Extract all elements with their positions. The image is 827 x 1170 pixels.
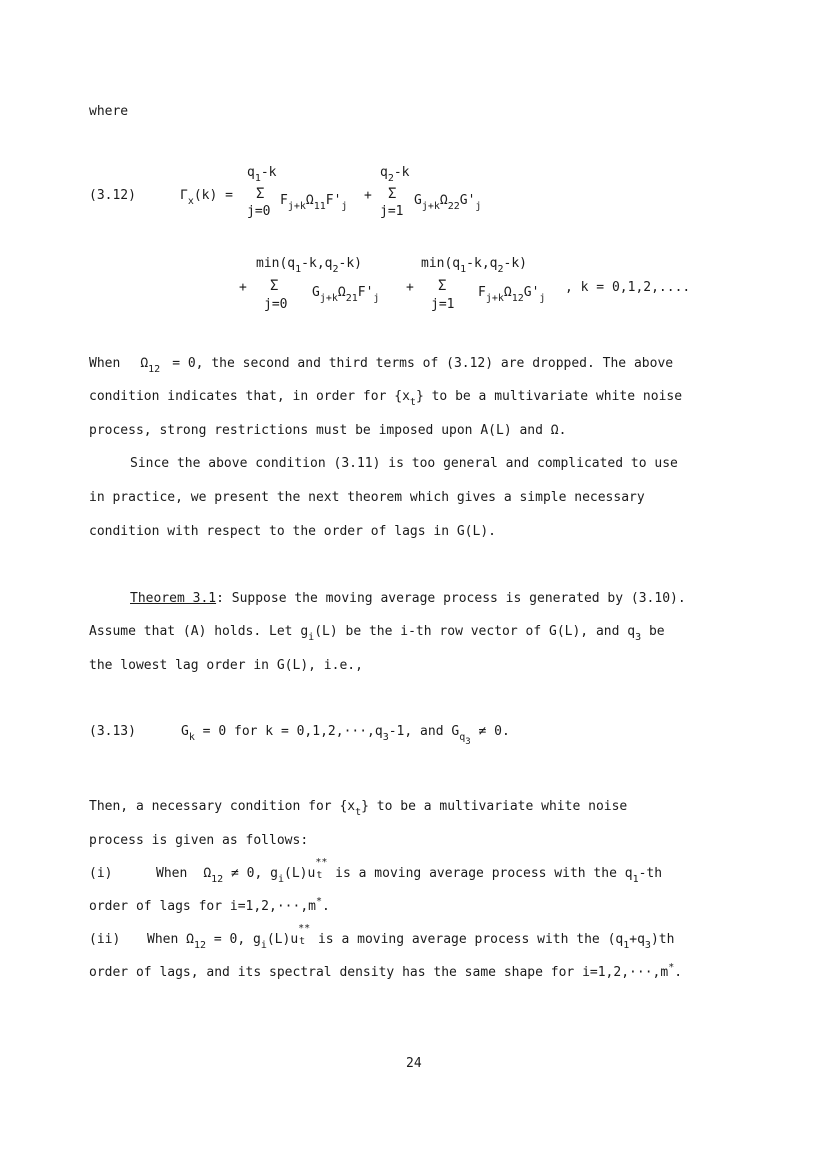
theorem-line1: Theorem 3.1: Suppose the moving average process is generated by (3.10). [130,591,686,606]
plus-2: + [239,280,247,295]
eq-label-3-12: (3.12) [89,188,136,203]
item-i-line2: order of lags for i=1,2,···,m*. [89,896,330,914]
para2-line3: condition with respect to the order of lags in G(L). [89,524,496,539]
where-label: where [89,104,129,119]
para1-line3: process, strong restrictions must be imposed upon A(L) and Ω. [89,423,567,438]
sum2-body: $G_{j+k}\Omega_{22}G'_j$ [414,193,482,212]
sum4-lower: j=1 [431,297,455,312]
page-number: 24 [406,1056,422,1071]
sum3-lower: j=0 [264,297,288,312]
para1-line1: When $\Omega_{12} = 0$, the second and third terms of (3.12) are dropped. The above [89,356,674,375]
item-i-line1: When $\Omega_{12} \ne 0$, $g_i(L)u$ ** t is a moving average process with the $q_1-th$ [156,857,663,885]
sum3-upper: $\min(q_1-k,q_2-k)$ [256,256,362,275]
eq-lhs: $\Gamma_x(k)$ = [180,188,233,207]
sum3-body: $G_{j+k}\Omega_{21}F'_j$ [312,285,380,304]
conclusion-line1: Then, a necessary condition for $\{x_t\}$ to be a multivariate white noise [89,799,628,818]
item-i-label: (i) [89,866,113,881]
theorem-title: Theorem 3.1 [130,591,217,606]
theorem-line3: the lowest lag order in G(L), i.e., [89,658,363,673]
sum3-sigma: Σ [270,278,279,294]
sum2-lower: j=1 [380,204,404,219]
equation-3-13: $G_k = 0$ for $k = 0,1,2,\cdot\cdot\cdot,q_3-1$, and $G_{q3} \ne 0$. [181,724,510,747]
plus-3: + [406,280,414,295]
k-range: , k = 0,1,2,.... [565,280,691,295]
item-ii-line1: When $\Omega_{12} = 0$, $g_i(L)u$ ** t is a moving average process with the $(q_1+q_3)th$ [147,923,675,951]
sum1-sigma: Σ [256,186,265,202]
para2-line2: in practice, we present the next theorem which gives a simple necessary [89,490,645,505]
sum1-body: $F_{j+k}\Omega_{11}F'_j$ [280,193,348,212]
eq-label-3-13: (3.13) [89,724,136,739]
item-ii-label: (ii) [89,932,121,947]
sum2-upper: $q_2-k$ [380,165,410,184]
sum4-upper: $\min(q_1-k,q_2-k)$ [421,256,527,275]
item-ii-line2: order of lags, and its spectral density has the same shape for i=1,2,···,m*. [89,962,683,980]
sum1-upper: $q_1-k$ [247,165,277,184]
sum1-lower: j=0 [247,204,271,219]
para1-line2: condition indicates that, in order for $\{x_t\}$ to be a multivariate white noise [89,389,683,408]
theorem-line2: Assume that (A) holds. Let $g_i(L)$ be the i-th row vector of G(L), and $q_3$ be [89,624,665,643]
sum2-sigma: Σ [388,186,397,202]
sum4-body: $F_{j+k}\Omega_{12}G'_j$ [478,285,546,304]
plus-1: + [364,188,372,203]
para2-line1: Since the above condition (3.11) is too general and complicated to use [130,456,678,471]
conclusion-line2: process is given as follows: [89,833,309,848]
sum4-sigma: Σ [438,278,447,294]
